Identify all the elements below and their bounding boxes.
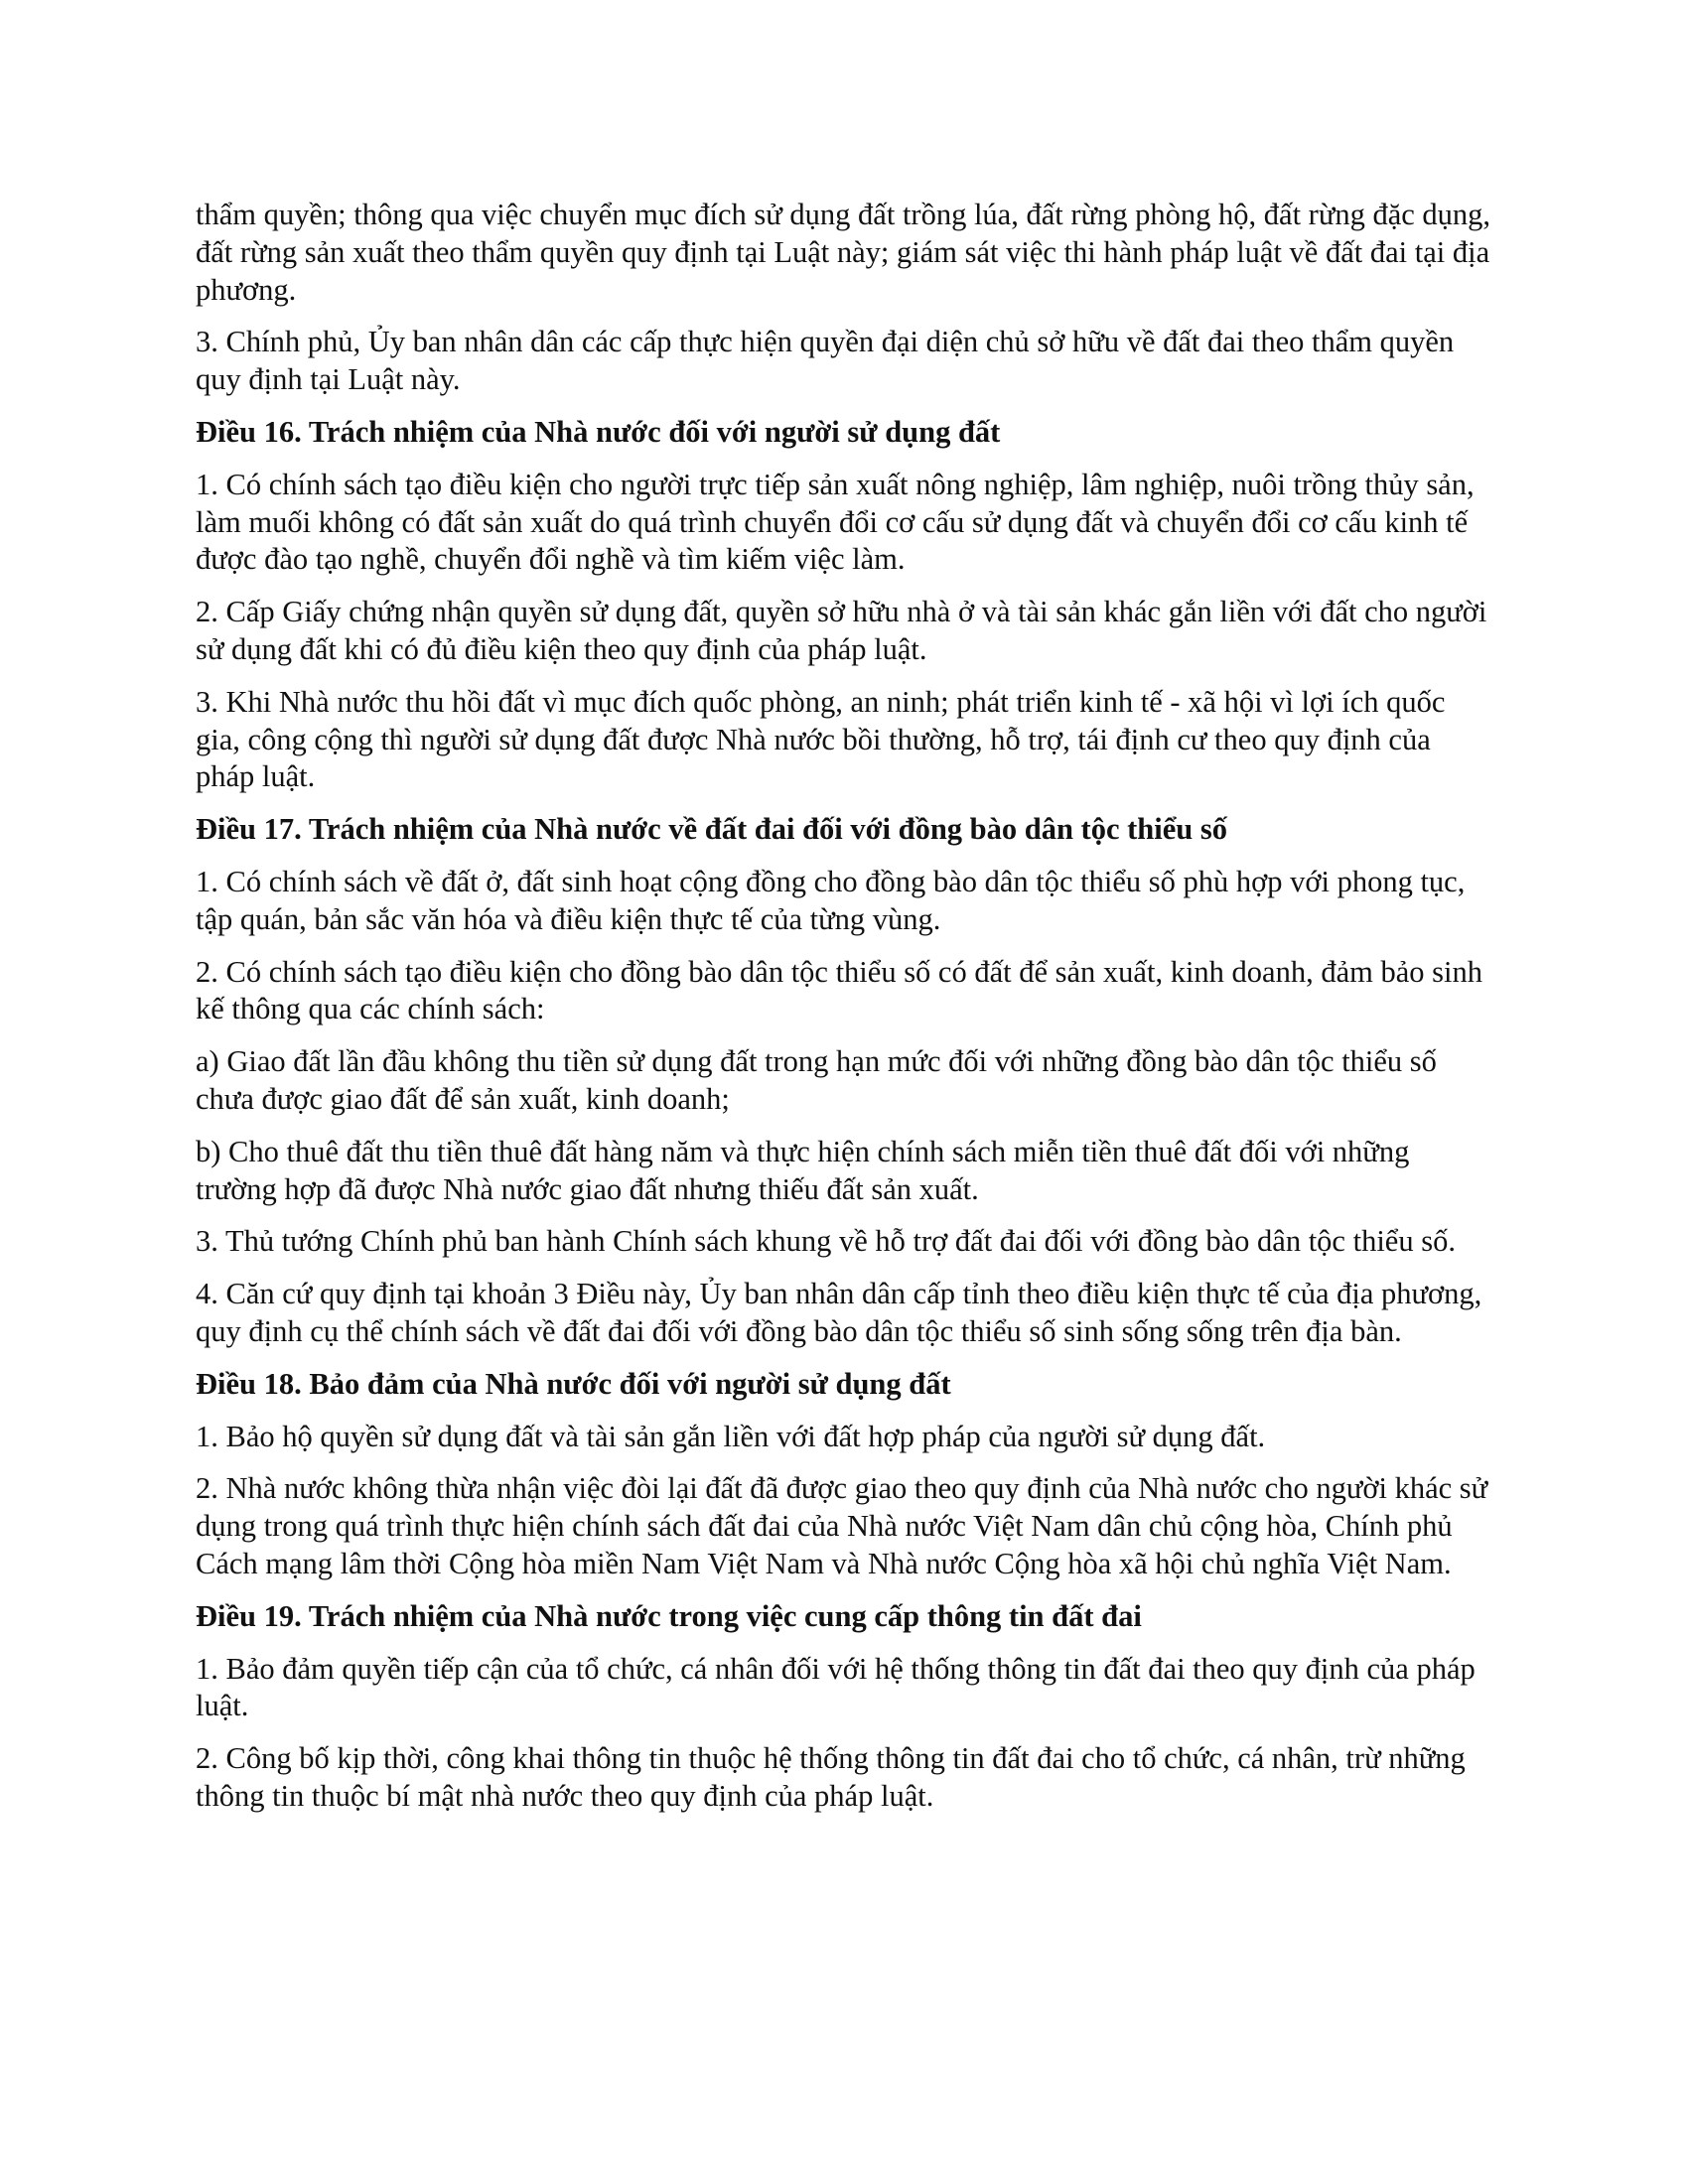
article-16 [196, 414, 1496, 796]
intro-section [196, 197, 1496, 399]
article-17 [196, 811, 1496, 1351]
article-18-clause-2: 2. Nhà nước không thừa nhận việc đòi lại đất đã được giao theo quy định của Nhà nước cho người khác sử dụng trong quá trình thực hiện chính sách đất đai của Nhà nước Việt Nam dân chủ cộng hòa, Chính phủ Cách mạng lâm thời Cộng hòa miền Nam Việt Nam và Nhà nước Cộng hòa xã hội chủ nghĩa Việt Nam. [196, 1471, 1488, 1580]
intro-paragraph-2: 3. Chính phủ, Ủy ban nhân dân các cấp thực hiện quyền đại diện chủ sở hữu về đất đai theo thẩm quyền quy định tại Luật này. [196, 325, 1455, 397]
article-17-clause-2a: a) Giao đất lần đầu không thu tiền sử dụng đất trong hạn mức đối với những đồng bào dân tộc thiểu số chưa được giao đất để sản xuất, kinh doanh; [196, 1044, 1437, 1116]
article-17-clause-4: 4. Căn cứ quy định tại khoản 3 Điều này, Ủy ban nhân dân cấp tỉnh theo điều kiện thực tế của địa phương, quy định cụ thể chính sách về đất đai đối với đồng bào dân tộc thiểu số sinh sống sống trên địa bàn. [196, 1277, 1482, 1348]
article-19-clause-2: 2. Công bố kịp thời, công khai thông tin thuộc hệ thống thông tin đất đai cho tổ chức, cá nhân, trừ những thông tin thuộc bí mật nhà nước theo quy định của pháp luật. [196, 1741, 1466, 1813]
article-19-clause-1: 1. Bảo đảm quyền tiếp cận của tổ chức, cá nhân đối với hệ thống thông tin đất đai theo quy định của pháp luật. [196, 1651, 1476, 1723]
article-16-heading: Điều 16. Trách nhiệm của Nhà nước đối với người sử dụng đất [196, 414, 1001, 449]
intro-paragraph-1: thẩm quyền; thông qua việc chuyển mục đích sử dụng đất trồng lúa, đất rừng phòng hộ, đất rừng đặc dụng, đất rừng sản xuất theo thẩm quyền quy định tại Luật này; giám sát việc thi hành pháp luật về đất đai tại địa phương. [196, 198, 1491, 307]
article-17-clause-1: 1. Có chính sách về đất ở, đất sinh hoạt cộng đồng cho đồng bào dân tộc thiểu số phù hợp với phong tục, tập quán, bản sắc văn hóa và điều kiện thực tế của từng vùng. [196, 864, 1466, 936]
article-18-clause-1: 1. Bảo hộ quyền sử dụng đất và tài sản gắn liền với đất hợp pháp của người sử dụng đất. [196, 1419, 1266, 1453]
document-page [196, 197, 1496, 1831]
article-18 [196, 1366, 1496, 1583]
article-16-clause-3: 3. Khi Nhà nước thu hồi đất vì mục đích quốc phòng, an ninh; phát triển kinh tế - xã hội vì lợi ích quốc gia, công cộng thì người sử dụng đất được Nhà nước bồi thường, hỗ trợ, tái định cư theo quy định của pháp luật. [196, 684, 1446, 794]
article-17-clause-2: 2. Có chính sách tạo điều kiện cho đồng bào dân tộc thiểu số có đất để sản xuất, kinh doanh, đảm bảo sinh kế thông qua các chính sách: [196, 954, 1482, 1026]
article-17-heading: Điều 17. Trách nhiệm của Nhà nước về đất đai đối với đồng bào dân tộc thiểu số [196, 812, 1227, 847]
article-16-clause-1: 1. Có chính sách tạo điều kiện cho người trực tiếp sản xuất nông nghiệp, lâm nghiệp, nuôi trồng thủy sản, làm muối không có đất sản xuất do quá trình chuyển đổi cơ cấu sử dụng đất và chuyển đổi cơ cấu kinh tế được đào tạo nghề, chuyển đổi nghề và tìm kiếm việc làm. [196, 467, 1475, 577]
article-16-clause-2: 2. Cấp Giấy chứng nhận quyền sử dụng đất, quyền sở hữu nhà ở và tài sản khác gắn liền với đất cho người sử dụng đất khi có đủ điều kiện theo quy định của pháp luật. [196, 595, 1487, 666]
article-18-heading: Điều 18. Bảo đảm của Nhà nước đối với người sử dụng đất [196, 1366, 951, 1401]
article-19 [196, 1598, 1496, 1816]
article-17-clause-3: 3. Thủ tướng Chính phủ ban hành Chính sách khung về hỗ trợ đất đai đối với đồng bào dân tộc thiểu số. [196, 1224, 1456, 1259]
article-17-clause-2b: b) Cho thuê đất thu tiền thuê đất hàng năm và thực hiện chính sách miễn tiền thuê đất đối với những trường hợp đã được Nhà nước giao đất nhưng thiếu đất sản xuất. [196, 1134, 1410, 1206]
article-19-heading: Điều 19. Trách nhiệm của Nhà nước trong việc cung cấp thông tin đất đai [196, 1598, 1142, 1633]
